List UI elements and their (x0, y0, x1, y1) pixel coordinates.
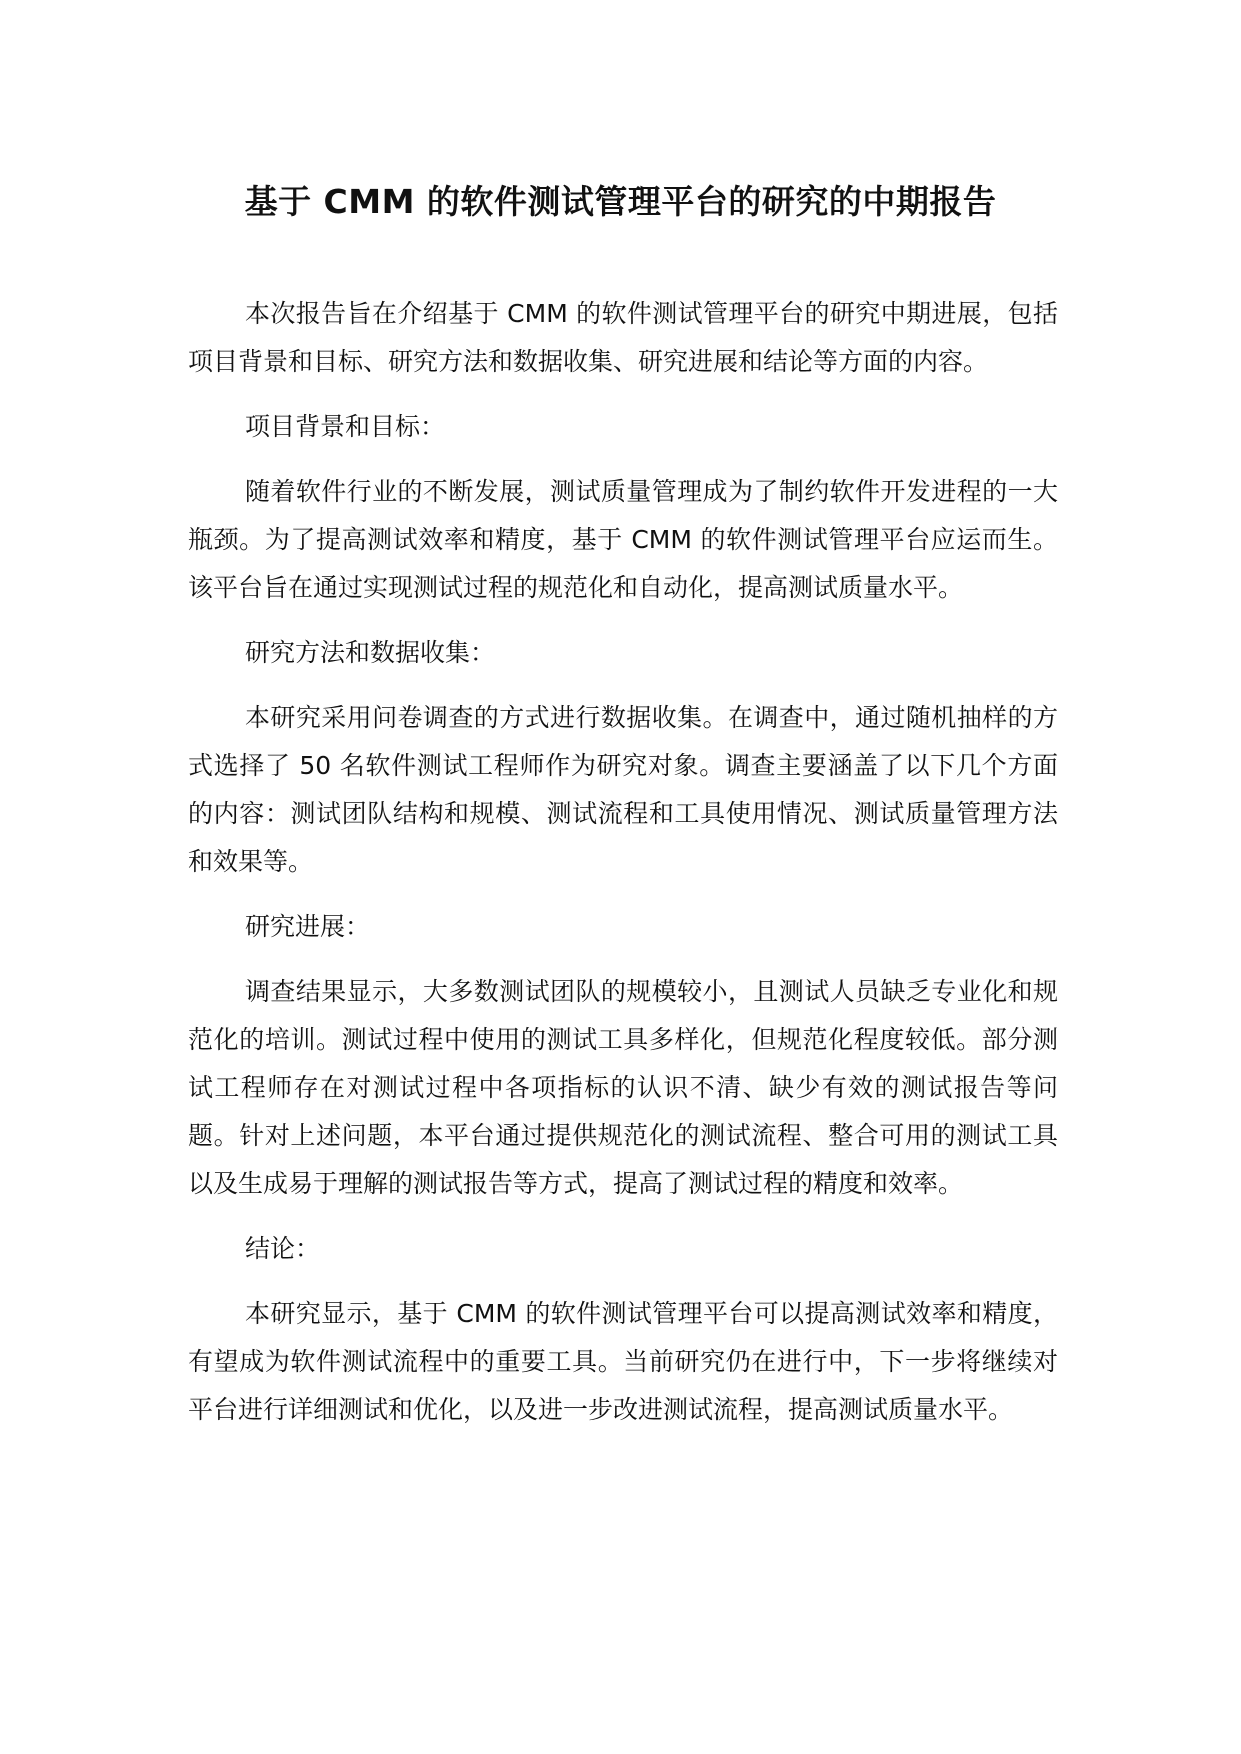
section-text-background: 随着软件行业的不断发展，测试质量管理成为了制约软件开发进程的一大瓶颈。为了提高测试效率和精度，基于 CMM 的软件测试管理平台应运而生。该平台旨在通过实现测试过程的规范化和自动化，提高测试质量水平。 (188, 477, 1058, 602)
section-text-conclusion: 本研究显示，基于 CMM 的软件测试管理平台可以提高测试效率和精度，有望成为软件测试流程中的重要工具。当前研究仍在进行中，下一步将继续对平台进行详细测试和优化，以及进一步改进测试流程，提高测试质量水平。 (188, 1299, 1058, 1424)
paragraph-gap (188, 386, 1058, 403)
paragraph-gap (188, 886, 1058, 903)
paragraph-gap (188, 451, 1058, 468)
paragraph-gap (188, 951, 1058, 968)
document-body (188, 290, 1058, 1434)
paragraph-gap (188, 612, 1058, 629)
paragraph-gap (188, 1273, 1058, 1290)
section-text-methods: 本研究采用问卷调查的方式进行数据收集。在调查中，通过随机抽样的方式选择了 50 名软件测试工程师作为研究对象。调查主要涵盖了以下几个方面的内容：测试团队结构和规模、测试流程和工具使用情况、测试质量管理方法和效果等。 (188, 703, 1058, 876)
paragraph-gap (188, 1208, 1058, 1225)
section-heading-progress: 研究进展： (245, 912, 371, 941)
section-text-progress: 调查结果显示，大多数测试团队的规模较小，且测试人员缺乏专业化和规范化的培训。测试过程中使用的测试工具多样化，但规范化程度较低。部分测试工程师存在对测试过程中各项指标的认识不清、缺少有效的测试报告等问题。针对上述问题，本平台通过提供规范化的测试流程、整合可用的测试工具以及生成易于理解的测试报告等方式，提高了测试过程的精度和效率。 (188, 977, 1058, 1198)
intro-paragraph: 本次报告旨在介绍基于 CMM 的软件测试管理平台的研究中期进展，包括项目背景和目标、研究方法和数据收集、研究进展和结论等方面的内容。 (188, 299, 1058, 376)
section-heading-methods: 研究方法和数据收集： (245, 638, 496, 667)
section-heading-background: 项目背景和目标： (245, 412, 446, 441)
section-heading-conclusion: 结论： (245, 1234, 321, 1263)
document-title: 基于 CMM 的软件测试管理平台的研究的中期报告 (244, 182, 997, 221)
paragraph-gap (188, 677, 1058, 694)
